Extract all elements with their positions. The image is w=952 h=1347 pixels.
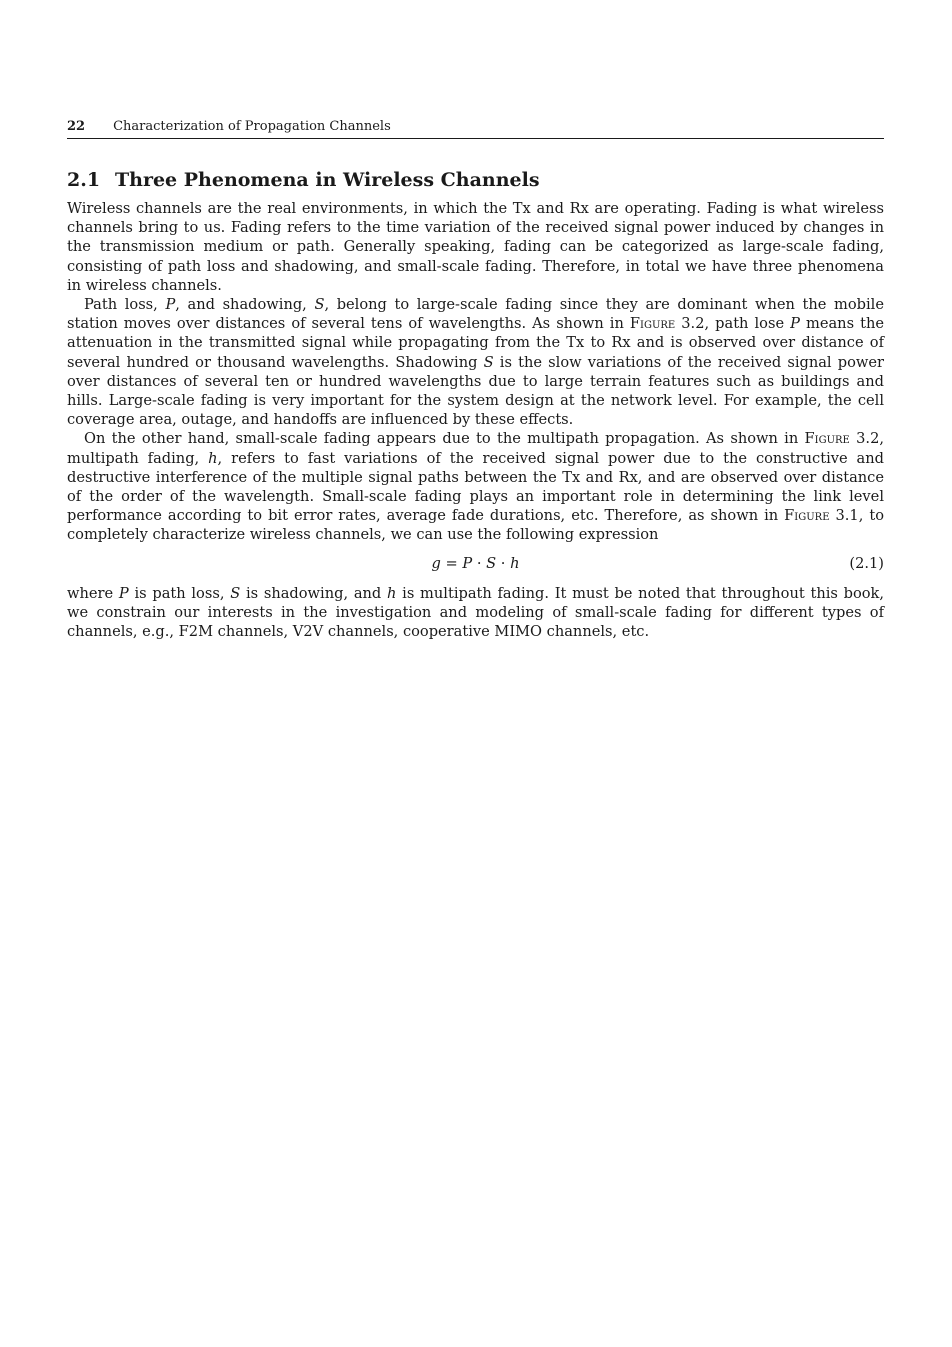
text-span: , belong to large-scale fading since they are dominant when the mobile station moves over distances of several tens of wavelengths. As shown in xyxy=(67,296,884,333)
math-operator: · xyxy=(496,554,511,572)
text-span: 3.1, to completely characterize wireless channels, we can use the following expression xyxy=(67,507,885,544)
paragraph-1: Wireless channels are the real environments, in which the Tx and Rx are operating. Fading is what wireless channels bring to us. Fading refers to the time variation of the received signal power induced by changes in the transmission medium or path. Generally speaking, fading can be categorized as large-scale fading, consisting of path loss and shadowing, and small-scale fading. Therefore, in total we have three phenomena in wireless channels. xyxy=(67,200,884,294)
math-variable: S xyxy=(483,353,494,371)
math-variable: P xyxy=(462,554,473,572)
text-span: , and shadowing, xyxy=(175,296,315,314)
math-variable: S xyxy=(314,296,325,314)
text-span: 3.2, multipath fading, xyxy=(67,430,884,467)
text-span: On the other hand, small-scale fading appears due to the multipath propagation. As shown in xyxy=(84,430,805,448)
equation-2-1 xyxy=(67,545,884,584)
text-span: means the attenuation in the transmitted signal while propagating from the Tx to Rx and is observed over distance of several hundred or thousand wavelengths. Shadowing xyxy=(67,315,884,371)
math-variable: S xyxy=(230,584,241,602)
paragraph-4 xyxy=(67,584,884,642)
body-text xyxy=(67,199,884,641)
running-title: Characterization of Propagation Channels xyxy=(113,119,391,134)
running-header xyxy=(67,119,884,139)
figure-reference: Figure xyxy=(784,507,830,525)
math-variable: g xyxy=(431,554,441,572)
figure-reference: Figure xyxy=(629,315,676,333)
text-span: Path loss, xyxy=(84,296,166,314)
paragraph-3 xyxy=(67,429,884,544)
text-span: is the slow variations of the received signal power over distances of several ten or hundred wavelengths due to large terrain features such as buildings and hills. Large-scale fading is very important for the system design at the network level. For example, the cell coverage area, outage, and handoffs are influenced by these effects. xyxy=(67,353,884,429)
math-variable: S xyxy=(486,554,497,572)
math-variable: h xyxy=(510,554,520,572)
figure-reference: Figure xyxy=(804,430,850,448)
text-span: is shadowing, and xyxy=(240,584,388,602)
math-variable: h xyxy=(208,449,218,467)
text-span: 3.2, path lose xyxy=(675,315,791,333)
text-span: where xyxy=(67,584,119,602)
equation-number: (2.1) xyxy=(849,554,884,572)
text-span: is path loss, xyxy=(128,584,231,602)
math-operator: · xyxy=(472,554,487,572)
page-number: 22 xyxy=(67,119,86,134)
math-variable: P xyxy=(790,315,800,333)
text-span: is multipath fading. It must be noted that throughout this book, we constrain our interests in the investigation and modeling of small-scale fading for different types of channels, e.g., F2M channels, V2V channels, cooperative MIMO channels, etc. xyxy=(67,584,885,641)
equation-body xyxy=(67,554,884,573)
paragraph-2 xyxy=(67,295,884,429)
section-number: 2.1 xyxy=(67,169,101,191)
math-operator: = xyxy=(440,554,463,572)
section-heading xyxy=(67,168,884,192)
math-variable: P xyxy=(165,296,176,314)
text-span: , refers to fast variations of the received signal power due to the constructive and destructive interference of the multiple signal paths between the Tx and Rx, and are observed over distance of the order of the wavelength. Small-scale fading plays an important role in determining the link level performance according to bit error rates, average fade durations, etc. Therefore, as shown in xyxy=(67,449,885,525)
math-variable: h xyxy=(387,584,397,602)
section-title: Three Phenomena in Wireless Channels xyxy=(115,169,540,191)
math-variable: P xyxy=(118,584,129,602)
